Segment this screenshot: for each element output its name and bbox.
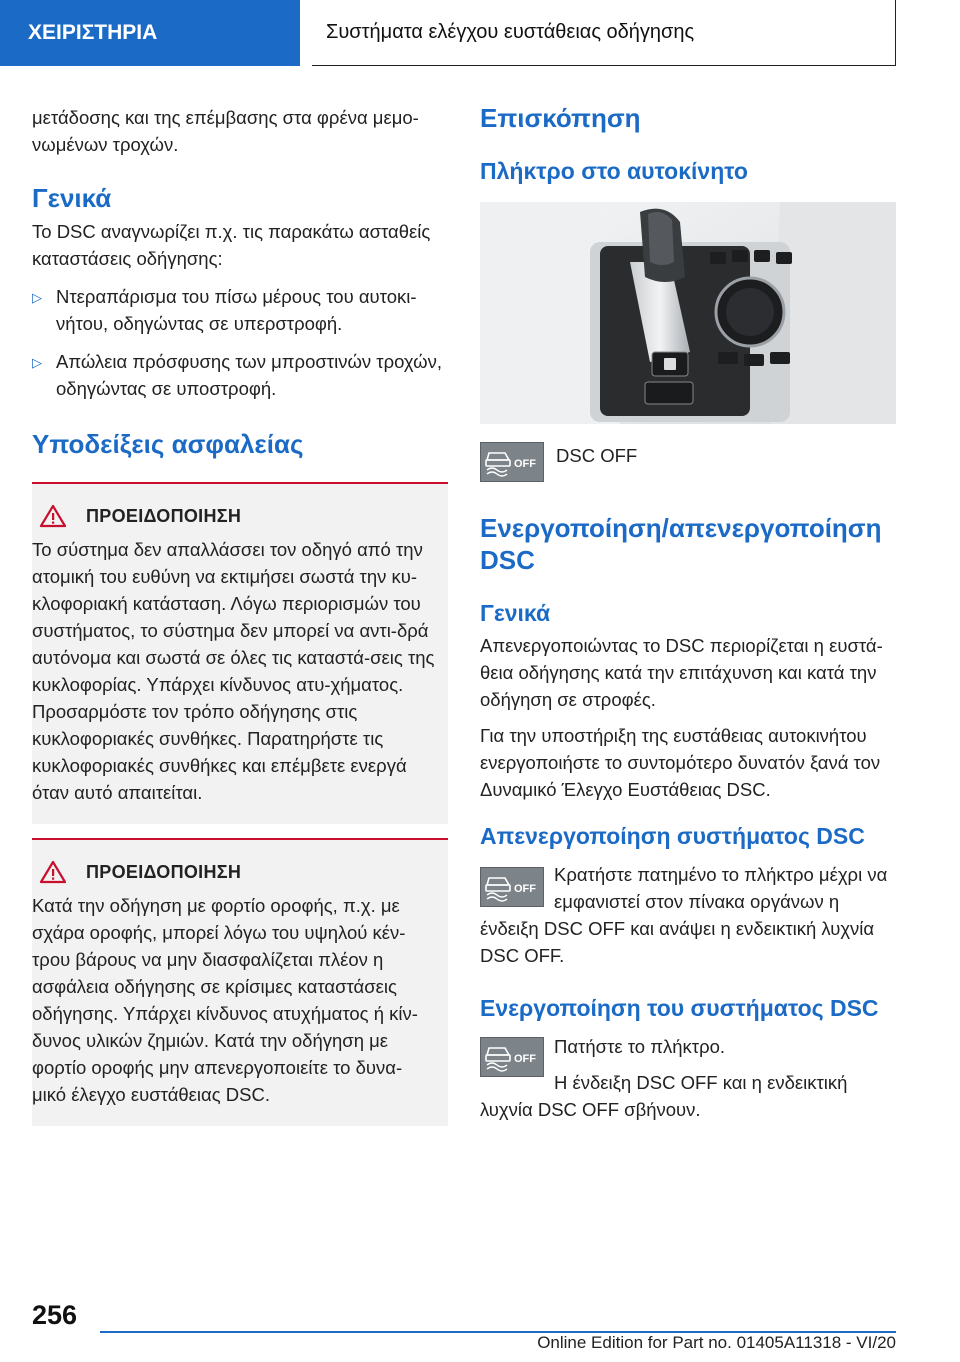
warning-triangle-icon bbox=[40, 860, 66, 884]
svg-text:OFF: OFF bbox=[514, 1053, 536, 1065]
deactivate-heading: Απενεργοποίηση συστήματος DSC bbox=[480, 823, 865, 849]
general-paragraph-1: Απενεργοποιώντας το DSC περιορίζεται η ευστά-θεια οδήγησης κατά την επιτάχυνση και κατά την οδήγηση σε στροφές. bbox=[480, 635, 883, 710]
activation-heading: Ενεργοποίηση/απενεργοποίηση DSC bbox=[480, 513, 882, 575]
activate-text-cont: λυχνία DSC OFF σβήνουν. bbox=[480, 1099, 701, 1120]
warning-box bbox=[32, 482, 448, 824]
bullet-text: Απώλεια πρόσφυσης των μπροστινών τροχών, οδηγώντας σε υποστροφή. bbox=[56, 351, 442, 399]
warning-header bbox=[40, 504, 436, 528]
dsc-off-icon bbox=[480, 1037, 544, 1077]
left-column bbox=[32, 100, 448, 1126]
center-console-photo bbox=[480, 202, 896, 424]
triangle-bullet-icon: ▷ bbox=[32, 290, 42, 305]
activate-text-block bbox=[554, 1033, 847, 1096]
section-tab: ΧΕΙΡΙΣΤΗΡΙΑ bbox=[0, 0, 300, 66]
dsc-off-icon bbox=[480, 867, 544, 907]
dsc-off-caption: DSC OFF bbox=[556, 445, 638, 466]
svg-text:OFF: OFF bbox=[514, 458, 536, 470]
warning-label: ΠΡΟΕΙΔΟΠΟΙΗΣΗ bbox=[86, 861, 242, 882]
svg-text:OFF: OFF bbox=[514, 883, 536, 895]
general-heading: Γενικά bbox=[32, 183, 112, 213]
center-console-illustration bbox=[480, 202, 896, 424]
warning-text: Το σύστημα δεν απαλλάσσει τον οδηγό από την ατομική του ευθύνη να εκτιμήσει σωστά την κυ-κλοφοριακή κατάσταση. Λόγω περιορισμών του συστήματος, το σύστημα δεν μπορεί να αντι-δρά αυτόνομα και σωστά σε όλες τις καταστά-σεις της κυκλοφορίας. Υπάρχει κίνδυνος ατυ-χήματος. Προσαρμόστε τον τρόπο οδήγησης στις κυκλοφοριακές συνθήκες. Παρατηρήστε τις κυκλοφοριακές συνθήκες και επέμβετε ενεργά όταν αυτό απαιτείται. bbox=[32, 539, 435, 803]
intro-line-2: νωμένων τροχών. bbox=[32, 134, 179, 155]
general-paragraph-2: Για την υποστήριξη της ευστάθειας αυτοκινήτου ενεργοποιήστε το συντομότερο δυνατόν ξανά τον Δυναμικό Έλεγχο Ευστάθειας DSC. bbox=[480, 725, 881, 800]
warning-triangle-icon bbox=[40, 504, 66, 528]
warning-header bbox=[40, 860, 436, 884]
activate-text-1: Πατήστε το πλήκτρο. bbox=[554, 1036, 726, 1057]
dsc-off-caption-row bbox=[480, 442, 896, 482]
bullet-item bbox=[32, 283, 448, 337]
deactivate-text: Κρατήστε πατημένο το πλήκτρο μέχρι να εμφανιστεί στον πίνακα οργάνων η bbox=[554, 864, 888, 912]
button-heading: Πλήκτρο στο αυτοκίνητο bbox=[480, 158, 748, 184]
intro-line-1: μετάδοσης και της επέμβασης στα φρένα μεμο- bbox=[32, 107, 419, 128]
edition-note: Online Edition for Part no. 01405A11318 - VI/20 bbox=[537, 1333, 896, 1352]
page-number: 256 bbox=[32, 1300, 78, 1330]
activate-text-2: Η ένδειξη DSC OFF και η ενδεικτική bbox=[554, 1072, 848, 1093]
chapter-title: Συστήματα ελέγχου ευστάθειας οδήγησης bbox=[312, 0, 896, 66]
right-column bbox=[480, 100, 896, 1123]
safety-heading: Υποδείξεις ασφαλείας bbox=[32, 429, 304, 459]
bullet-text: Ντεραπάρισμα του πίσω μέρους του αυτοκι-νήτου, οδηγώντας σε υπερστροφή. bbox=[56, 286, 417, 334]
bullet-item bbox=[32, 348, 448, 402]
triangle-bullet-icon: ▷ bbox=[32, 355, 42, 370]
warning-label: ΠΡΟΕΙΔΟΠΟΙΗΣΗ bbox=[86, 505, 242, 526]
deactivate-text-cont: ένδειξη DSC OFF και ανάψει η ενδεικτική λυχνία DSC OFF. bbox=[480, 918, 875, 966]
warning-text: Κατά την οδήγηση με φορτίο οροφής, π.χ. με σχάρα οροφής, μπορεί λόγω του υψηλού κέν-τρου βάρους να μην διασφαλίζεται πλέον η ασφάλεια οδήγησης σε κρίσιμες καταστάσεις οδήγησης. Υπάρχει κίνδυνος ατυχήματος ή κίν-δυνος υλικών ζημιών. Κατά την οδήγηση με φορτίο οροφής μην απενεργοποιείτε το δυνα-μικό έλεγχο ευστάθειας DSC. bbox=[32, 895, 418, 1105]
activate-row bbox=[480, 1033, 896, 1096]
dsc-off-icon bbox=[480, 442, 544, 482]
overview-heading: Επισκόπηση bbox=[480, 103, 641, 133]
general-subheading: Γενικά bbox=[480, 600, 551, 626]
activate-heading: Ενεργοποίηση του συστήματος DSC bbox=[480, 995, 879, 1021]
deactivate-row bbox=[480, 861, 896, 915]
warning-box bbox=[32, 838, 448, 1126]
general-text: Το DSC αναγνωρίζει π.χ. τις παρακάτω ασταθείς καταστάσεις οδήγησης: bbox=[32, 221, 431, 269]
